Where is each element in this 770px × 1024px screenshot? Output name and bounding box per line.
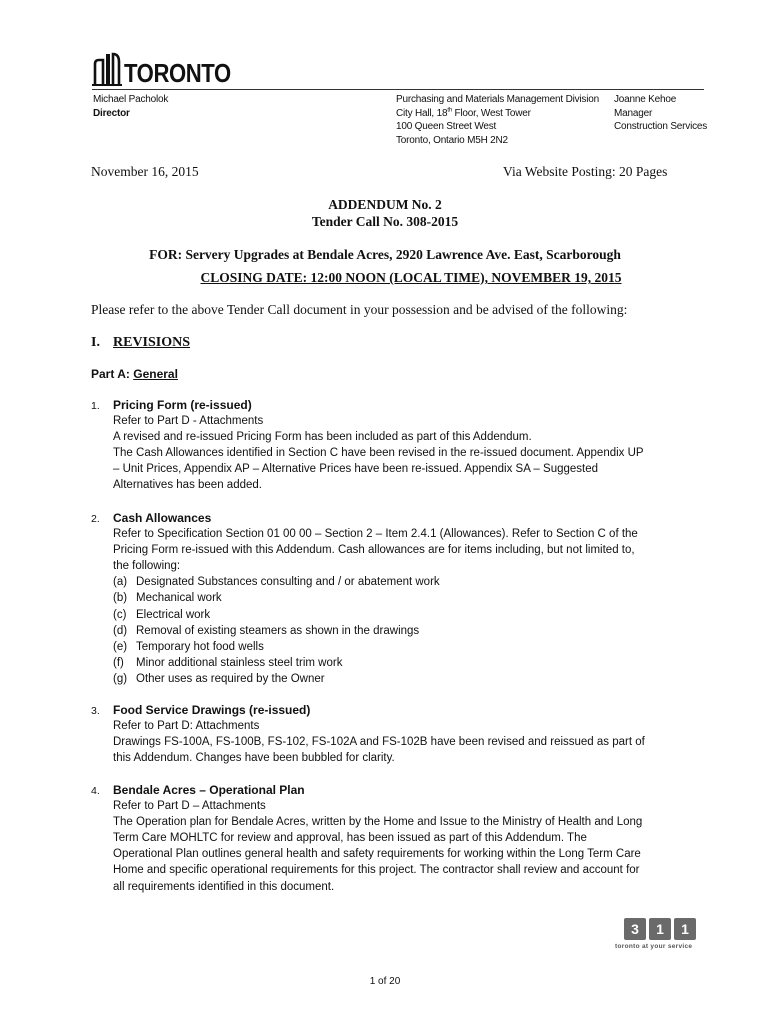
badge-digit: 3 (624, 918, 646, 940)
contact-title: Manager (614, 107, 653, 119)
item-line: The Operation plan for Bendale Acres, written by the Home and Issue to the Ministry of Health and Long (113, 816, 643, 829)
part-heading (91, 367, 178, 381)
item-line: all requirements identified in this document. (113, 880, 335, 893)
item-line: Home and specific operational requirements for this project. The contractor shall review and account for (113, 864, 640, 877)
sub-item: (e) Temporary hot food wells (113, 640, 264, 653)
badge-tagline: toronto at your service (615, 943, 693, 950)
sub-item: (f) Minor additional stainless steel trim work (113, 656, 343, 669)
sub-item: (g) Other uses as required by the Owner (113, 672, 325, 685)
item-heading: Pricing Form (re-issued) (113, 398, 252, 412)
item-line: this Addendum. Changes have been bubbled for clarity. (113, 752, 395, 765)
item-line: Refer to Part D: Attachments (113, 720, 260, 733)
title-block (0, 196, 770, 230)
item-number: 2. (91, 513, 100, 525)
logo-wordmark: TORONTO (124, 58, 231, 88)
page-number: 1 of 20 (369, 976, 401, 987)
item-heading: Cash Allowances (113, 511, 212, 525)
sub-item: (c) Electrical work (113, 608, 211, 621)
item-line: Pricing Form re-issued with this Addendum. Cash allowances are for items including, but not limited to, (113, 544, 635, 557)
contact-name: Joanne Kehoe (614, 94, 677, 105)
item-line: Refer to Part D – Attachments (113, 800, 266, 813)
sender-block (93, 93, 168, 120)
item-line: Operational Plan outlines general health and safety requirements for working within the Long Term Care (113, 848, 641, 861)
address-line-city: Toronto, Ontario M5H 2N2 (396, 134, 508, 146)
addendum-title: ADDENDUM No. 2 (328, 197, 442, 212)
project-line: FOR: Servery Upgrades at Bendale Acres, 2920 Lawrence Ave. East, Scarborough (149, 247, 621, 262)
item-number: 1. (91, 400, 100, 412)
sender-title: Director (93, 107, 130, 119)
item-line: – Unit Prices, Appendix AP – Alternative Prices have been re-issued. Appendix SA – Suggested (113, 463, 599, 476)
list-item (91, 782, 701, 895)
sender-name: Michael Pacholok (93, 94, 169, 105)
section-heading (91, 335, 190, 351)
list-item (91, 510, 701, 687)
item-heading: Bendale Acres – Operational Plan (113, 783, 305, 797)
letter-date: November 16, 2015 (91, 164, 199, 179)
section-number: I. (91, 335, 100, 350)
address-line-street: 100 Queen Street West (396, 121, 497, 132)
posting-info: Via Website Posting: 20 Pages (503, 164, 668, 179)
item-line: A revised and re-issued Pricing Form has been included as part of this Addendum. (113, 431, 532, 444)
badge-digit: 1 (674, 918, 696, 940)
sub-item: (b) Mechanical work (113, 592, 222, 605)
division-name: Purchasing and Materials Management Division (396, 94, 599, 105)
address-line-floor: City Hall, 18th Floor, West Tower (396, 107, 531, 119)
tender-number: Tender Call No. 308-2015 (311, 214, 459, 229)
header-divider (92, 89, 704, 90)
item-line: Term Care MOHLTC for review and approval, has been issued as part of this Addendum. The (113, 832, 587, 845)
contact-department: Construction Services (614, 121, 708, 132)
section-label: REVISIONS (113, 335, 191, 350)
item-line: The Cash Allowances identified in Section C have been revised in the re-issued document. Appendix UP (113, 447, 644, 460)
item-number: 4. (91, 785, 100, 797)
list-item (91, 702, 701, 766)
badge-digit: 1 (649, 918, 671, 940)
part-prefix: Part A: (91, 367, 134, 381)
contact-block (614, 93, 707, 134)
item-number: 3. (91, 705, 100, 717)
311-logo (624, 918, 709, 940)
part-label: General (133, 367, 178, 381)
list-item (91, 397, 701, 494)
item-line: Alternatives has been added. (113, 479, 262, 492)
closing-date: CLOSING DATE: 12:00 NOON (LOCAL TIME), NOVEMBER 19, 2015 (200, 270, 622, 285)
item-line: the following: (113, 560, 181, 573)
city-hall-icon (92, 50, 122, 86)
sub-item: (d) Removal of existing steamers as shown in the drawings (113, 624, 420, 637)
311-badge (615, 918, 709, 958)
item-line: Refer to Part D - Attachments (113, 415, 264, 428)
item-line: Drawings FS-100A, FS-100B, FS-102, FS-102A and FS-102B have been revised and reissued as part of (113, 736, 645, 749)
intro-paragraph: Please refer to the above Tender Call document in your possession and be advised of the following: (91, 302, 628, 317)
item-heading: Food Service Drawings (re-issued) (113, 703, 311, 717)
sub-item: (a) Designated Substances consulting and / or abatement work (113, 576, 440, 589)
toronto-logo (92, 46, 250, 86)
item-line: Refer to Specification Section 01 00 00 – Section 2 – Item 2.4.1 (Allowances). Refer to Section C of the (113, 528, 638, 541)
office-address (396, 93, 599, 147)
